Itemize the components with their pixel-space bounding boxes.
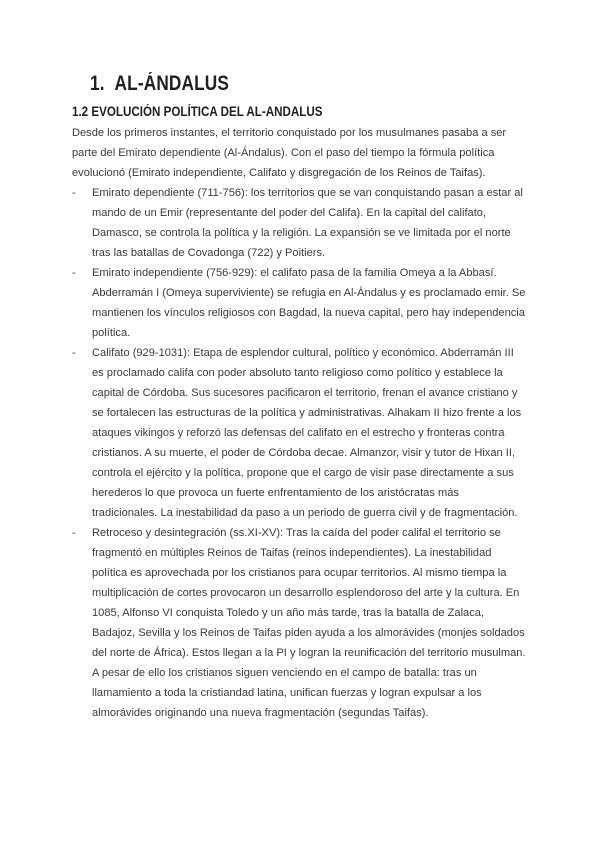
list-bullet: - [72,267,76,279]
list-bullet: - [72,527,76,539]
list-item-retroceso [72,523,527,723]
list-item-califato [72,343,527,523]
list-bullet: - [72,187,76,199]
section-title: AL-ÁNDALUS [114,72,230,95]
list-item-text: Califato (929-1031): Etapa de esplendor cultural, político y económico. Abderramán III es proclamado califa con poder absoluto tanto religioso como político y establece la capital de Córdoba. Sus sucesores pacificaron el territorio, frenan el avance cristiano y se fortalecen las estructuras de la política y administrativas. Alhakam II hizo frente a los ataques vikingos y reforzó las defensas del califato en el estrecho y fronteras contra cristianos. A su muerte, el poder de Córdoba decae. Almanzor, visir y tutor de Hixan II, controla el ejército y la política, propone que el cargo de visir pase directamente a sus herederos lo que provoca un fuerte enfrentamiento de los aristócratas más tradicionales. La inestabilidad da paso a un periodo de guerra civil y de fragmentación. [92,347,522,519]
list-item-text: Emirato independiente (756-929): el califato pasa de la familia Omeya a la Abbasí. Abderramán I (Omeya superviviente) se refugia en Al-Ándalus y es proclamado emir. Se mantienen los vínculos religiosos con Bagdad, la nueva capital, pero hay independencia política. [92,267,526,339]
list-item-emirato-dependiente [72,183,527,263]
section-number: 1. [90,72,105,95]
subsection-heading: 1.2 EVOLUCIÓN POLÍTICA DEL AL-ANDALUS [72,104,323,119]
intro-paragraph: Desde los primeros instantes, el territorio conquistado por los musulmanes pasaba a ser parte del Emirato dependiente (Al-Ándalus). Con el paso del tiempo la fórmula política evolucionó (Emirato independiente, Califato y disgregación de los Reinos de Taifas). [72,127,507,179]
list-bullet: - [72,347,76,359]
section-heading [90,72,448,96]
document-page [72,72,527,723]
period-list [72,183,527,723]
list-item-emirato-independiente [72,263,527,343]
list-item-text: Emirato dependiente (711-756): los territorios que se van conquistando pasan a estar al mando de un Emir (representante del poder del Califa). En la capital del califato, Damasco, se controla la política y la religión. La expansión se ve limitada por el norte tras las batallas de Covadonga (722) y Poitiers. [92,187,523,259]
list-item-text: Retroceso y desintegración (ss.XI-XV): Tras la caída del poder califal el territorio se fragmentó en múltiples Reinos de Taifas (reinos independientes). La inestabilidad política es aprovechada por los cristianos para ocupar territorios. Al mismo tiempa la multiplicación de cortes provocaron un desarrollo esplendoroso del arte y la cultura. En 1085, Alfonso VI conquista Toledo y un año más tarde, tras la batalla de Zalaca, Badajoz, Sevilla y los Reinos de Taifas piden ayuda a los almorávides (monjes soldados del norte de África). Estos llegan a la PI y logran la reunificación del territorio musulman. A pesar de ello los cristianos siguen venciendo en el campo de batalla: tras un llamamiento a toda la cristiandad latina, unifican fuerzas y logran expulsar a los almorávides originando una nueva fragmentación (segundas Taifas). [92,527,526,719]
